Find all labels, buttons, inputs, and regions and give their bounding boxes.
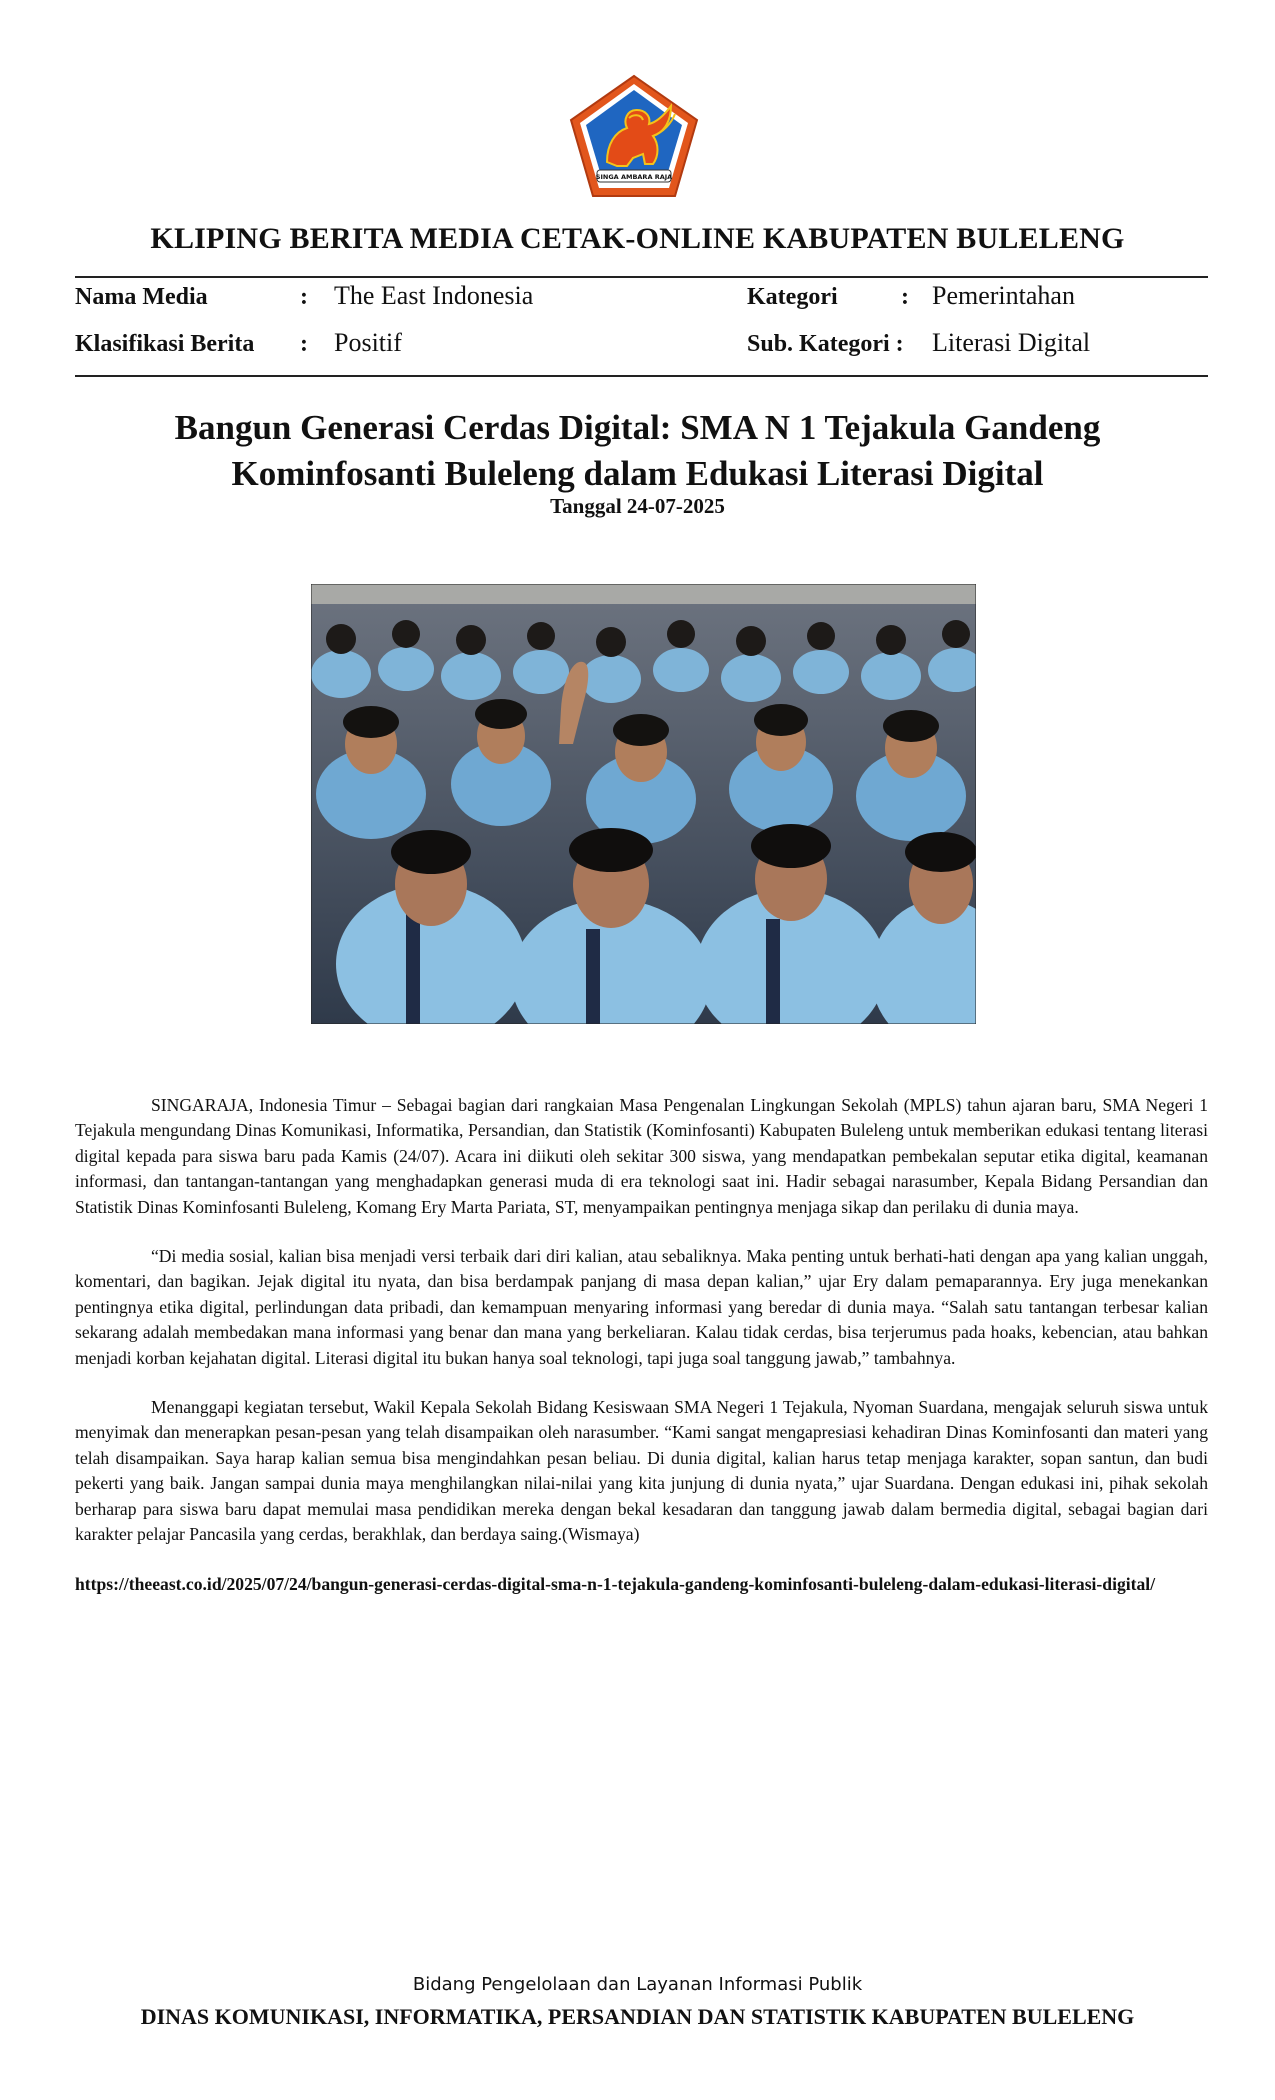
article-title-line-2: Kominfosanti Buleleng dalam Edukasi Literasi Digital bbox=[231, 454, 1044, 493]
source-link[interactable]: https://theeast.co.id/2025/07/24/bangun-generasi-cerdas-digital-sma-n-1-tejakula-gandeng-kominfosanti-buleleng-dalam-edukasi-literasi-digital/ bbox=[75, 1573, 1156, 1594]
category-label: Kategori bbox=[747, 284, 838, 310]
media-label: Nama Media bbox=[75, 284, 208, 310]
media-colon: : bbox=[300, 284, 308, 310]
subcategory-value: Literasi Digital bbox=[932, 328, 1091, 357]
article-date: Tanggal 24-07-2025 bbox=[550, 494, 725, 518]
article-title-line-1: Bangun Generasi Cerdas Digital: SMA N 1 Tejakula Gandeng bbox=[174, 408, 1101, 447]
article-paragraph-3: Menanggapi kegiatan tersebut, Wakil Kepala Sekolah Bidang Kesiswaan SMA Negeri 1 Tejakula, Nyoman Suardana, mengajak seluruh siswa untuk menyimak dan menerapkan pesan-pesan yang telah disampaikan oleh narasumber. “Kami sangat mengapresiasi kehadiran Dinas Kominfosanti dan materi yang telah disampaikan. Saya harap kalian semua bisa mengindahkan pesan beliau. Di dunia digital, kalian harus tetap menjaga karakter, sopan santun, dan budi pekerti yang baik. Jangan sampai dunia maya menghilangkan nilai-nilai yang kita junjung di dunia nyata,” ujar Suardana. Dengan edukasi ini, pihak sekolah berharap para siswa baru dapat memulai masa pendidikan mereka dengan bekal kesadaran dan tanggung jawab dalam bermedia digital, sebagai bagian dari karakter pelajar Pancasila yang cerdas, berakhlak, dan berdaya saing.(Wismaya) bbox=[75, 1397, 1208, 1545]
media-value: The East Indonesia bbox=[334, 281, 534, 310]
classification-value: Positif bbox=[334, 328, 402, 357]
article-photo-students bbox=[311, 584, 976, 1024]
article-paragraph-2: “Di media sosial, kalian bisa menjadi versi terbaik dari diri kalian, atau sebaliknya. Maka penting untuk berhati-hati dengan apa yang kalian unggah, komentari, dan bagikan. Jejak digital itu nyata, dan bisa berdampak panjang di masa depan kalian,” ujar Ery dalam pemaparannya. Ery juga menekankan pentingnya etika digital, perlindungan data pribadi, dan kemampuan menyaring informasi yang beredar di dunia maya. “Salah satu tantangan terbesar kalian sekarang adalah membedakan mana informasi yang benar dan mana yang berkeliaran. Kalau tidak cerdas, bisa terjerumus pada hoaks, kebencian, atau bahkan menjadi korban kejahatan digital. Literasi digital itu bukan hanya soal teknologi, tapi juga soal tanggung jawab,” tambahnya. bbox=[75, 1246, 1208, 1368]
footer-division: Bidang Pengelolaan dan Layanan Informasi Publik bbox=[412, 1974, 863, 1995]
header-divider-bottom bbox=[75, 375, 1208, 377]
header-divider-top bbox=[75, 276, 1208, 278]
metadata-row-2 bbox=[75, 329, 1208, 369]
footer-agency: DINAS KOMUNIKASI, INFORMATIKA, PERSANDIAN DAN STATISTIK KABUPATEN BULELENG bbox=[140, 2004, 1135, 2029]
subcategory-label: Sub. Kategori : bbox=[747, 331, 904, 357]
classification-colon: : bbox=[300, 331, 308, 357]
classification-label: Klasifikasi Berita bbox=[75, 331, 255, 357]
category-value: Pemerintahan bbox=[932, 281, 1075, 310]
article-paragraph-1: SINGARAJA, Indonesia Timur – Sebagai bagian dari rangkaian Masa Pengenalan Lingkungan Sekolah (MPLS) tahun ajaran baru, SMA Negeri 1 Tejakula mengundang Dinas Komunikasi, Informatika, Persandian, dan Statistik (Kominfosanti) Kabupaten Buleleng untuk memberikan edukasi tentang literasi digital kepada para siswa baru pada Kamis (24/07). Acara ini diikuti oleh sekitar 300 siswa, yang mendapatkan pembekalan seputar etika digital, keamanan informasi, dan tantangan-tantangan yang menghadapkan generasi muda di era teknologi saat ini. Hadir sebagai narasumber, Kepala Bidang Persandian dan Statistik Dinas Kominfosanti Buleleng, Komang Ery Marta Pariata, ST, menyampaikan pentingnya menjaga sikap dan perilaku di dunia maya. bbox=[75, 1095, 1208, 1217]
article-title bbox=[100, 405, 1175, 497]
logo-motto: SINGA AMBARA RAJA bbox=[595, 173, 673, 181]
clipping-title: KLIPING BERITA MEDIA CETAK-ONLINE KABUPATEN BULELENG bbox=[150, 222, 1125, 255]
buleleng-regency-emblem bbox=[567, 74, 701, 200]
metadata-row-1 bbox=[75, 282, 1208, 322]
article-body bbox=[75, 1093, 1208, 1597]
category-colon: : bbox=[901, 284, 909, 310]
